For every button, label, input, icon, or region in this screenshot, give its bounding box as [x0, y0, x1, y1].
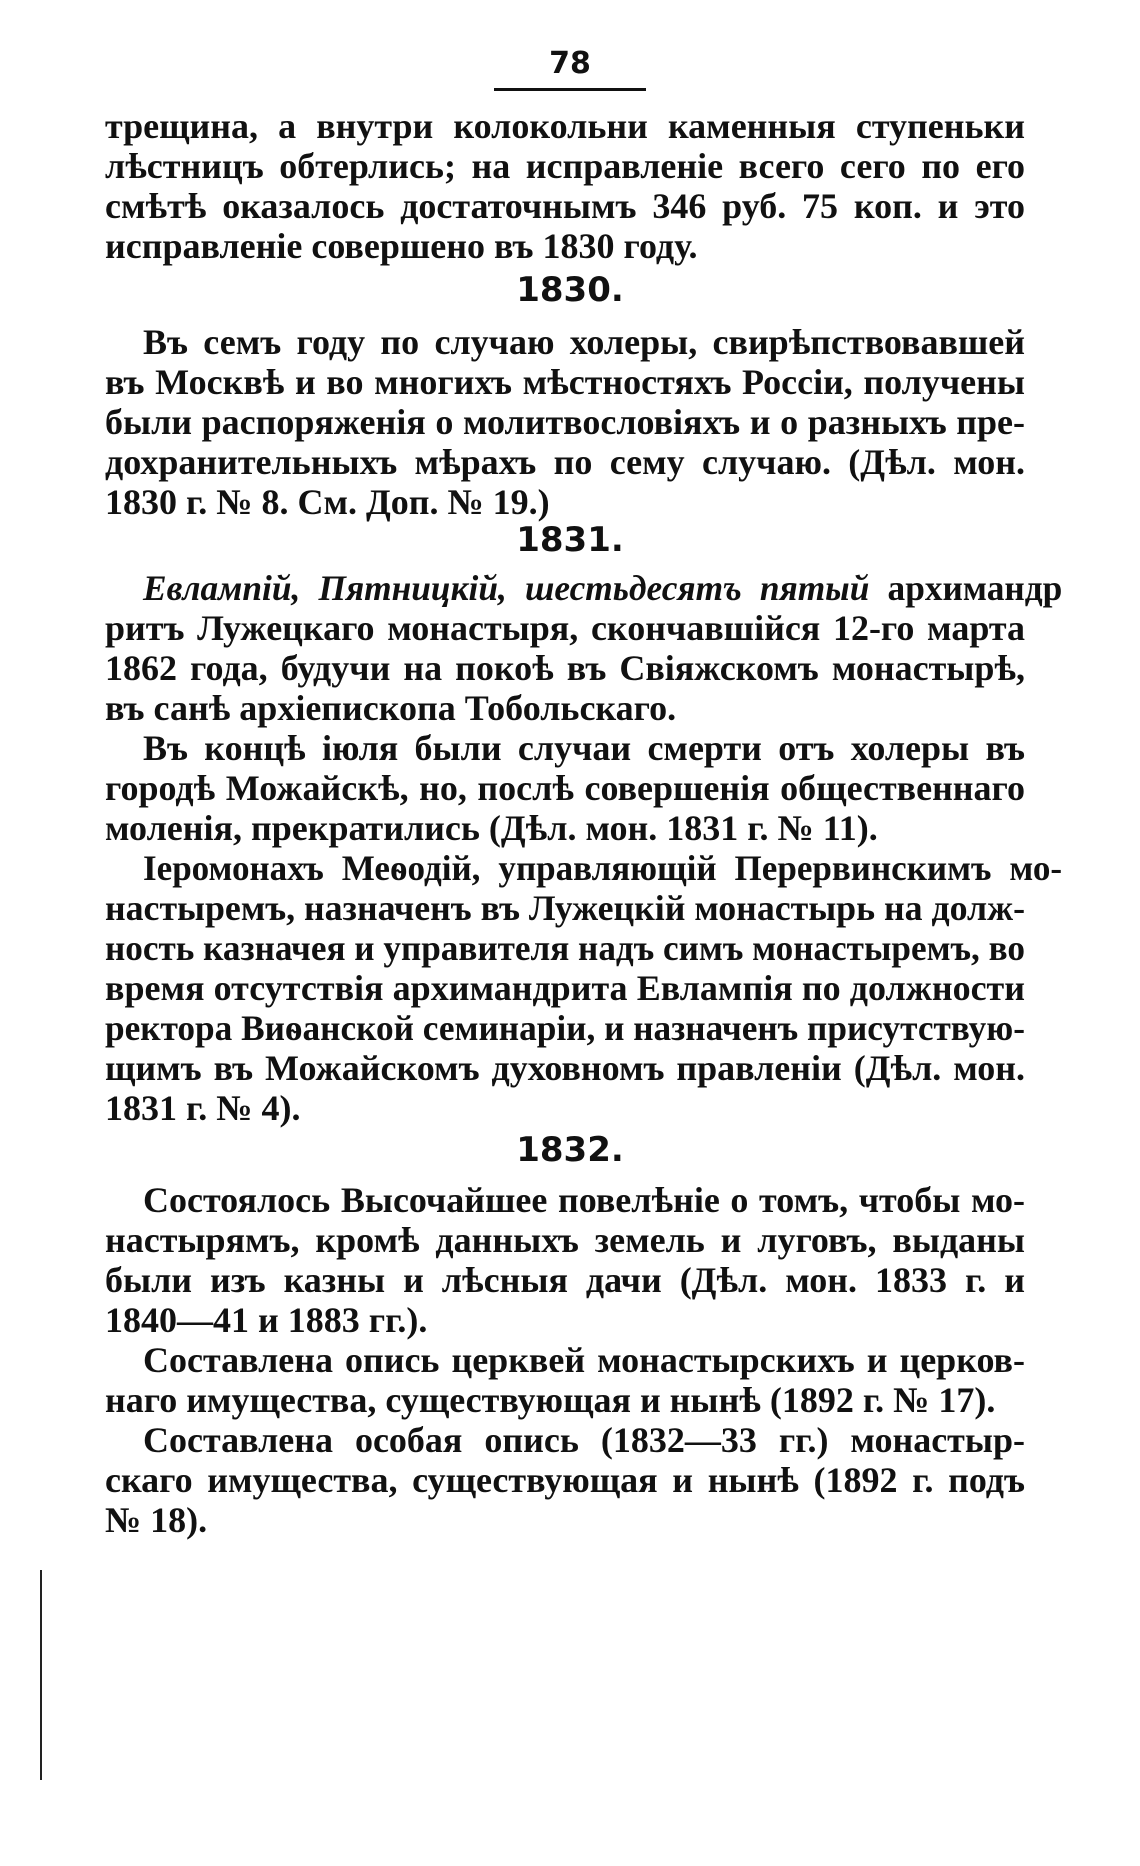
text-line: моленія, прекратились (Дѣл. мон. 1831 г. № 11). [105, 808, 878, 848]
text-line: были изъ казны и лѣсныя дачи (Дѣл. мон. 1833 г. и [105, 1260, 1025, 1300]
paragraph-continuation [105, 106, 1025, 266]
text-line: настыремъ, назначенъ въ Лужецкій монастырь на долж- [105, 888, 1026, 928]
paragraph-cholera-1831 [105, 728, 1025, 848]
archimandrite-name: Евлампій, Пятницкій, шестьдесятъ пятый [143, 568, 870, 608]
text-line: городѣ Можайскѣ, но, послѣ совершенія общественнаго [105, 768, 1025, 808]
text-line: 1830 г. № 8. См. Доп. № 19.) [105, 482, 550, 522]
text-line: 1862 года, будучи на покоѣ въ Свіяжскомъ монастырѣ, [105, 648, 1025, 688]
text-line: были распоряженія о молитвословіяхъ и о разныхъ пре- [105, 402, 1026, 442]
scan-margin-line [40, 1570, 42, 1780]
text-line: 1840—41 и 1883 гг.). [105, 1300, 428, 1340]
text-line: Состоялось Высочайшее повелѣніе о томъ, чтобы мо- [143, 1180, 1026, 1220]
text-line: въ санѣ архіепископа Тобольскаго. [105, 688, 677, 728]
text-line: 1831 г. № 4). [105, 1088, 301, 1128]
text-line: исправленіе совершено въ 1830 году. [105, 226, 698, 266]
text-line: смѣтѣ оказалось достаточнымъ 346 руб. 75 коп. и это [105, 186, 1025, 226]
text-line: въ Москвѣ и во многихъ мѣстностяхъ Россіи, получены [105, 362, 1025, 402]
paragraph-special-inventory [105, 1420, 1025, 1540]
text-line: ректора Виѳанской семинаріи, и назначенъ присутствую- [105, 1008, 1025, 1048]
paragraph-archimandrite [105, 568, 1063, 728]
text-line: Въ семъ году по случаю холеры, свирѣпствовавшей [143, 322, 1026, 362]
text-line: Составлена опись церквей монастырскихъ и церков- [143, 1340, 1025, 1380]
year-heading-1832: 1832. [516, 1130, 624, 1170]
paragraph-hieromonk [105, 848, 1063, 1128]
text-fragment: архимандр [887, 568, 1063, 608]
text-line: настырямъ, кромѣ данныхъ земель и луговъ, выданы [105, 1220, 1025, 1260]
text-line: щимъ въ Можайскомъ духовномъ правленіи (Дѣл. мон. [105, 1048, 1025, 1088]
text-line: ритъ Лужецкаго монастыря, скончавшійся 12-го марта [105, 608, 1026, 648]
text-line: Составлена особая опись (1832—33 гг.) монастыр- [143, 1420, 1025, 1460]
text-line: № 18). [105, 1500, 208, 1540]
paragraph-church-inventory [105, 1340, 1025, 1420]
text-line: Въ концѣ іюля были случаи смерти отъ холеры въ [143, 728, 1025, 768]
text-line [106, 568, 1063, 608]
text-line: ность казначея и управителя надъ симъ монастыремъ, во [105, 928, 1025, 968]
page-number-rule [494, 88, 646, 91]
paragraph-cholera-1830 [105, 322, 1025, 522]
year-heading-1831: 1831. [516, 520, 624, 560]
year-heading-1830: 1830. [516, 270, 624, 310]
text-line: Іеромонахъ Меѳодій, управляющій Перервинскимъ мо- [143, 848, 1063, 888]
text-line: лѣстницъ обтерлись; на исправленіе всего сего по его [105, 146, 1026, 186]
text-line: время отсутствія архимандрита Евлампія по должности [105, 968, 1025, 1008]
text-line: трещина, а внутри колокольни каменныя ступеньки [105, 106, 1026, 146]
paragraph-decree [105, 1180, 1025, 1340]
text-line: наго имущества, существующая и нынѣ (1892 г. № 17). [105, 1380, 996, 1420]
text-line: скаго имущества, существующая и нынѣ (1892 г. подъ [105, 1460, 1025, 1500]
page-number: 78 [549, 46, 591, 81]
text-line: дохранительныхъ мѣрахъ по сему случаю. (Дѣл. мон. [105, 442, 1025, 482]
